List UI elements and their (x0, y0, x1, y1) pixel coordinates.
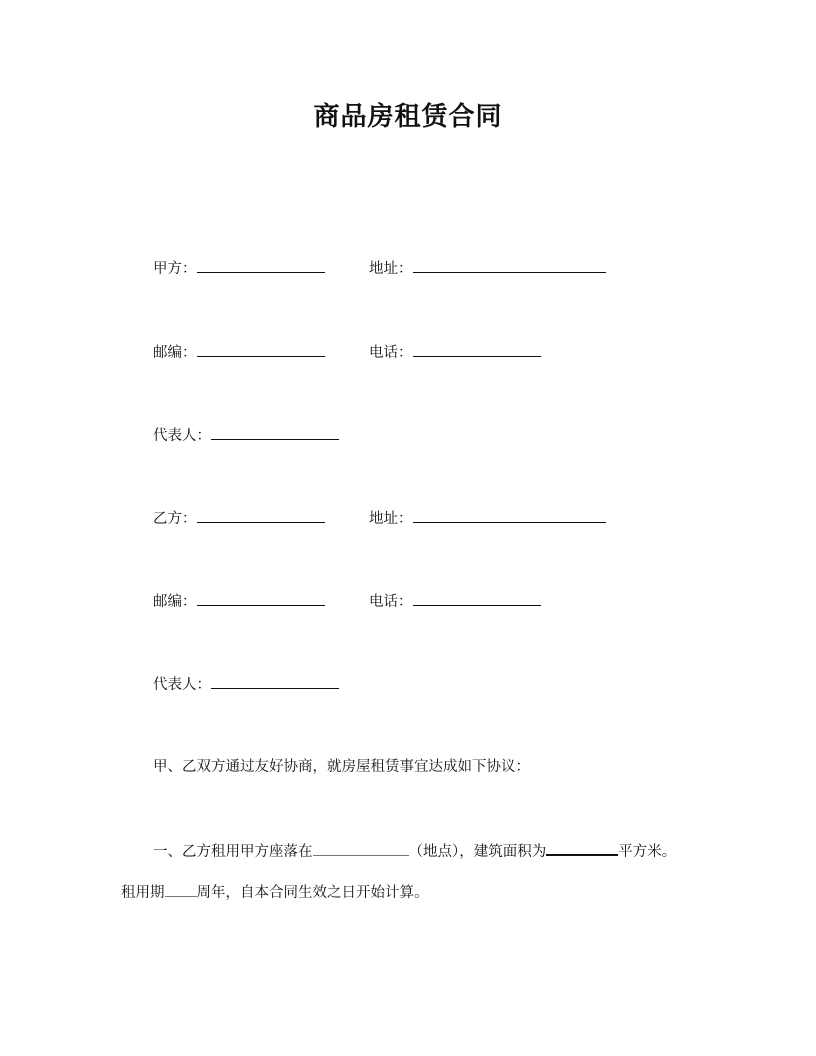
party-a-phone-label: 电话： (369, 345, 413, 361)
clause-1-text-c: 平方米。 (618, 844, 677, 860)
location-blank[interactable] (313, 841, 409, 856)
clause-1-line-1 (153, 840, 676, 861)
clause-1-text-d: 租用期 (121, 885, 165, 901)
party-b-name-label: 乙方： (153, 511, 197, 527)
party-a-representative-row (153, 425, 339, 445)
party-b-representative-label: 代表人： (153, 677, 211, 693)
party-b-address-blank[interactable] (413, 508, 606, 523)
document-title: 商品房租赁合同 (313, 102, 503, 132)
party-a-representative-blank[interactable] (211, 425, 339, 440)
party-a-representative-label: 代表人： (153, 428, 211, 444)
lease-years-blank[interactable] (165, 882, 197, 897)
party-a-phone-blank[interactable] (413, 342, 541, 357)
party-b-address-label: 地址： (369, 511, 413, 527)
party-a-address-blank[interactable] (413, 258, 606, 273)
party-b-representative-row (153, 674, 339, 694)
party-a-postcode-row (153, 342, 325, 362)
area-blank[interactable] (546, 840, 618, 856)
party-b-representative-blank[interactable] (211, 674, 339, 689)
party-a-postcode-label: 邮编： (153, 345, 197, 361)
party-a-address-row (369, 258, 606, 278)
party-a-name-blank[interactable] (197, 258, 325, 273)
clause-1-text-a: 一、乙方租用甲方座落在 (153, 844, 313, 860)
party-b-postcode-row (153, 591, 325, 611)
party-b-phone-blank[interactable] (413, 591, 541, 606)
intro-paragraph: 甲、乙双方通过友好协商，就房屋租赁事宜达成如下协议： (153, 759, 530, 775)
party-b-name-blank[interactable] (197, 508, 325, 523)
party-b-phone-row (369, 591, 541, 611)
party-b-postcode-blank[interactable] (197, 591, 325, 606)
party-a-phone-row (369, 342, 541, 362)
clause-1-text-b: （地点），建筑面积为 (408, 844, 547, 860)
party-a-name-row (153, 258, 325, 278)
clause-1-line-2 (121, 882, 429, 902)
party-a-address-label: 地址： (369, 261, 413, 277)
party-b-address-row (369, 508, 606, 528)
party-b-postcode-label: 邮编： (153, 594, 197, 610)
party-b-name-row (153, 508, 325, 528)
party-a-postcode-blank[interactable] (197, 342, 325, 357)
party-a-name-label: 甲方： (153, 261, 197, 277)
clause-1-text-e: 周年，自本合同生效之日开始计算。 (196, 885, 429, 901)
party-b-phone-label: 电话： (369, 594, 413, 610)
